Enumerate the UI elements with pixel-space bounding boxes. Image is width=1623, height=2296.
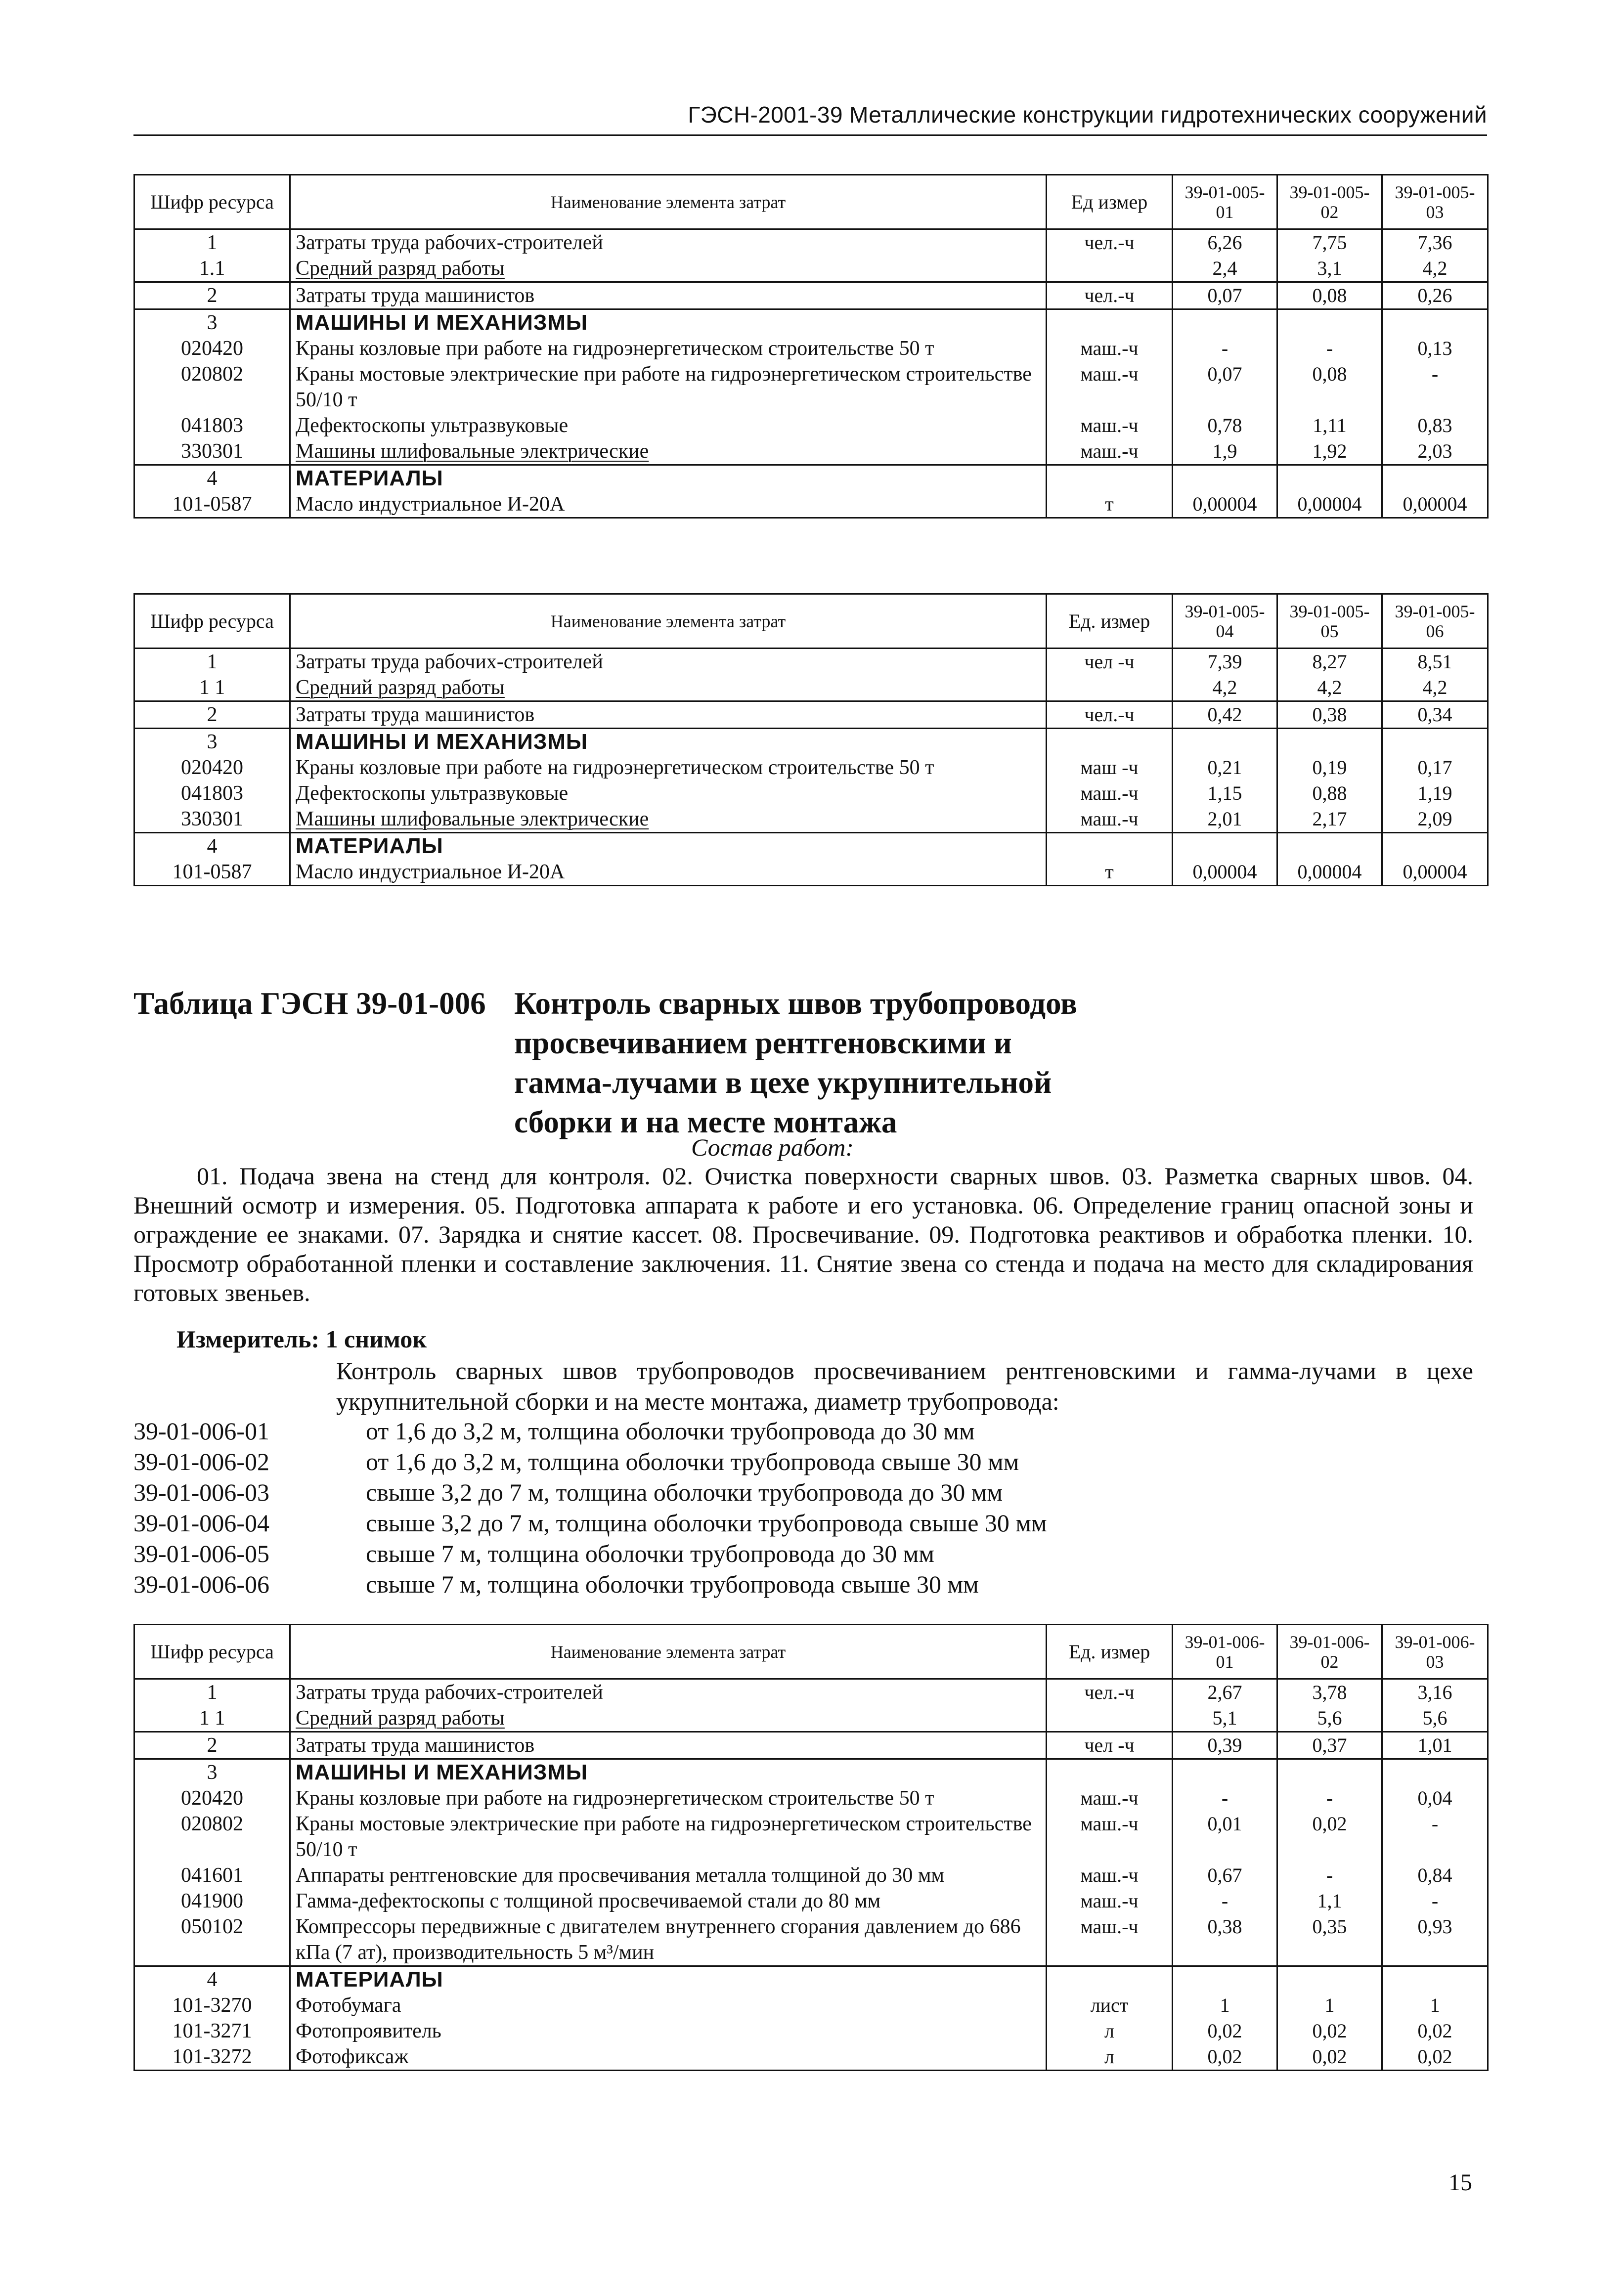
col-header-norm: 39-01-006-01 <box>1173 1625 1277 1679</box>
composition-heading: Состав работ: <box>691 1133 854 1161</box>
list-item: 39-01-006-04 свыше 3,2 до 7 м, толщина оболочки трубопровода свыше 30 мм <box>133 1509 1047 1537</box>
table-row: 020802 Краны мостовые электрические при работе на гидроэнергетическом строительстве 50/10 т маш.-ч 0,01 0,02 - <box>134 1811 1488 1863</box>
table-row: 020420 Краны козловые при работе на гидроэнергетическом строительстве 50 т маш.-ч - - 0,04 <box>134 1785 1488 1811</box>
col-header-norm: 39-01-005-05 <box>1277 594 1382 649</box>
resource-table-3 <box>133 1624 1489 2071</box>
page-number: 15 <box>1448 2169 1472 2196</box>
table-section-row: 4 МАТЕРИАЛЫ <box>134 833 1488 860</box>
table-row: 101-3271 Фотопроявитель л 0,02 0,02 0,02 <box>134 2018 1488 2044</box>
col-header-norm: 39-01-005-02 <box>1277 175 1382 229</box>
table-row: 050102 Компрессоры передвижные с двигателем внутреннего сгорания давлением до 686 кПа (7 ат), производительность 5 м³/мин маш.-ч 0,38 0,35 0,93 <box>134 1914 1488 1966</box>
list-item: 39-01-006-01 от 1,6 до 3,2 м, толщина оболочки трубопровода до 30 мм <box>133 1417 975 1445</box>
col-header-norm: 39-01-006-02 <box>1277 1625 1382 1679</box>
list-item: 39-01-006-05 свыше 7 м, толщина оболочки трубопровода до 30 мм <box>133 1540 935 1567</box>
table-row: 041900 Гамма-дефектоскопы с толщиной просвечиваемой стали до 80 мм маш.-ч - 1,1 - <box>134 1888 1488 1914</box>
table-row: 020420 Краны козловые при работе на гидроэнергетическом строительстве 50 т маш -ч 0,21 0,19 0,17 <box>134 755 1488 780</box>
table-section-row: 3 МАШИНЫ И МЕХАНИЗМЫ <box>134 729 1488 755</box>
norm-intro: Контроль сварных швов трубопроводов просвечиванием рентгеновскими и гамма-лучами в цехе укрупнительной сборки и на месте монтажа, диаметр трубопровода: <box>336 1357 1473 1415</box>
table-row: 1 Затраты труда рабочих-строителей чел -ч 7,39 8,27 8,51 <box>134 649 1488 675</box>
table-row: 2 Затраты труда машинистов чел.-ч 0,07 0,08 0,26 <box>134 282 1488 309</box>
col-header-name: Наименование элемента затрат <box>290 175 1047 229</box>
section-title-prefix: Таблица ГЭСН 39-01-006 <box>133 986 486 1021</box>
table-section-row: 3 МАШИНЫ И МЕХАНИЗМЫ <box>134 1759 1488 1786</box>
col-header-norm: 39-01-006-03 <box>1382 1625 1488 1679</box>
col-header-norm: 39-01-005-03 <box>1382 175 1488 229</box>
table-row: 101-3270 Фотобумага лист 1 1 1 <box>134 1993 1488 2018</box>
col-header-unit: Ед. измер <box>1047 594 1173 649</box>
list-item: 39-01-006-06 свыше 7 м, толщина оболочки трубопровода свыше 30 мм <box>133 1570 979 1598</box>
table-row: 1 Затраты труда рабочих-строителей чел.-ч 2,67 3,78 3,16 <box>134 1679 1488 1706</box>
col-header-unit: Ед. измер <box>1047 1625 1173 1679</box>
col-header-code: Шифр ресурса <box>134 175 290 229</box>
table-row: 041803 Дефектоскопы ультразвуковые маш.-ч 0,78 1,11 0,83 <box>134 413 1488 438</box>
running-header: ГЭСН-2001-39 Металлические конструкции гидротехнических сооружений <box>688 102 1487 128</box>
table-row: 041601 Аппараты рентгеновские для просвечивания металла толщиной до 30 мм маш.-ч 0,67 - 0,84 <box>134 1863 1488 1888</box>
table-row: 101-0587 Масло индустриальное И-20А т 0,00004 0,00004 0,00004 <box>134 859 1488 886</box>
table-row: 330301 Машины шлифовальные электрические маш.-ч 1,9 1,92 2,03 <box>134 438 1488 465</box>
table-row: 101-0587 Масло индустриальное И-20А т 0,00004 0,00004 0,00004 <box>134 491 1488 518</box>
table-section-row: 4 МАТЕРИАЛЫ <box>134 465 1488 492</box>
col-header-unit: Ед измер <box>1047 175 1173 229</box>
table-row: 330301 Машины шлифовальные электрические маш.-ч 2,01 2,17 2,09 <box>134 806 1488 833</box>
section-title-text: Контроль сварных швов трубопроводов просвечиванием рентгеновскими и гамма-лучами в цехе укрупнительной сборки и на месте монтажа <box>514 986 1078 1139</box>
header-rule <box>133 134 1487 136</box>
col-header-name: Наименование элемента затрат <box>290 594 1047 649</box>
table-row: 1 1 Средний разряд работы 5,1 5,6 5,6 <box>134 1705 1488 1732</box>
table-row: 2 Затраты труда машинистов чел.-ч 0,42 0,38 0,34 <box>134 701 1488 729</box>
table-section-row: 3 МАШИНЫ И МЕХАНИЗМЫ <box>134 309 1488 336</box>
table-row: 1 1 Средний разряд работы 4,2 4,2 4,2 <box>134 675 1488 701</box>
table-row: 101-3272 Фотофиксаж л 0,02 0,02 0,02 <box>134 2044 1488 2071</box>
col-header-code: Шифр ресурса <box>134 1625 290 1679</box>
norm-list <box>133 1416 1487 1600</box>
table-row: 041803 Дефектоскопы ультразвуковые маш.-ч 1,15 0,88 1,19 <box>134 780 1488 806</box>
col-header-norm: 39-01-005-06 <box>1382 594 1488 649</box>
list-item: 39-01-006-03 свыше 3,2 до 7 м, толщина оболочки трубопровода до 30 мм <box>133 1478 1003 1506</box>
table-row: 020420 Краны козловые при работе на гидроэнергетическом строительстве 50 т маш.-ч - - 0,13 <box>134 336 1488 361</box>
table-row: 1 Затраты труда рабочих-строителей чел.-ч 6,26 7,75 7,36 <box>134 229 1488 256</box>
table-row: 020802 Краны мостовые электрические при работе на гидроэнергетическом строительстве 50/10 т маш.-ч 0,07 0,08 - <box>134 361 1488 413</box>
col-header-code: Шифр ресурса <box>134 594 290 649</box>
col-header-name: Наименование элемента затрат <box>290 1625 1047 1679</box>
list-item: 39-01-006-02 от 1,6 до 3,2 м, толщина оболочки трубопровода свыше 30 мм <box>133 1448 1019 1475</box>
col-header-norm: 39-01-005-01 <box>1173 175 1277 229</box>
measure-unit: Измеритель: 1 снимок <box>176 1325 427 1353</box>
resource-table-1 <box>133 174 1489 519</box>
composition-text: 01. Подача звена на стенд для контроля. 02. Очистка поверхности сварных швов. 03. Разметка сварных швов. 04. Внешний осмотр и измерения. 05. Подготовка аппарата к работе и его установка. 06. Определение границ опасной зоны и ограждение ее знаками. 07. Зарядка и снятие кассет. 08. Просвечивание. 09. Подготовка реактивов и обработка пленки. 10. Просмотр обработанной пленки и составление заключения. 11. Снятие звена со стенда и подача на место для складирования готовых звеньев. <box>133 1162 1473 1306</box>
col-header-norm: 39-01-005-04 <box>1173 594 1277 649</box>
table-row: 1.1 Средний разряд работы 2,4 3,1 4,2 <box>134 256 1488 282</box>
table-row: 2 Затраты труда машинистов чел -ч 0,39 0,37 1,01 <box>134 1732 1488 1759</box>
resource-table-2 <box>133 593 1489 886</box>
table-section-row: 4 МАТЕРИАЛЫ <box>134 1966 1488 1993</box>
